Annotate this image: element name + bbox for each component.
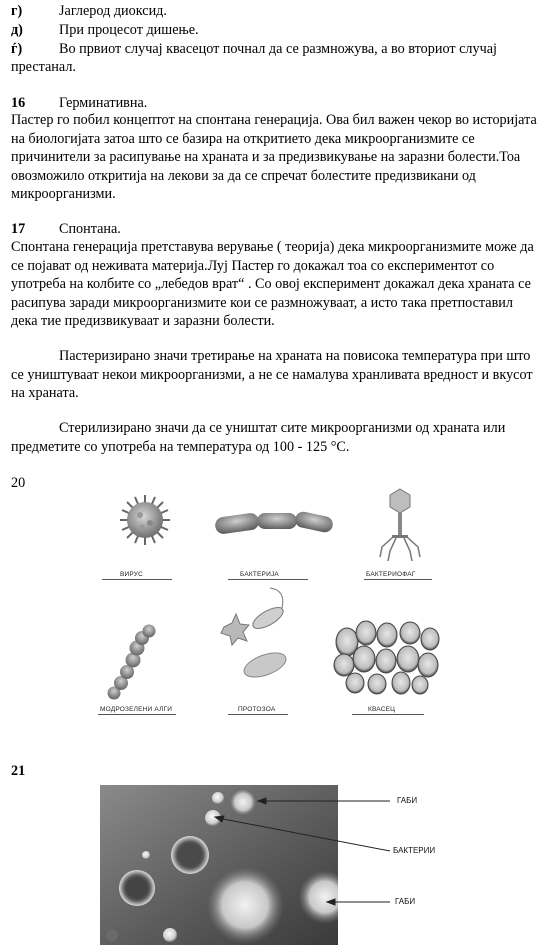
answer-d [11,21,199,39]
answer-g [11,2,167,20]
caption-protozoa-underline [228,714,288,715]
blue-green-algae-image [108,625,156,700]
caption-algae-underline [98,714,176,715]
question-16-body: Пастер го побил концептот на спонтана генерација. Ова бил важен чекор во историјата на биологијата затоа што се базира на откритието дека микроорганизмите се причинители за расипување на храната и за предизвикување на заразни болести.Тоа овозможило откритија на лекови за да се спречат болестите предизвикани од микроорганизми. [11,112,537,203]
caption-protozoa: ПРОТОЗОА [238,706,276,713]
question-20-number: 20 [11,475,26,491]
bacteriophage-image [380,489,420,561]
question-18 [11,347,541,403]
caption-virus-underline [102,579,172,580]
question-16-number: 16 [11,95,26,111]
question-19-body: Стерилизирано значи да се уништат сите микроорганизми од храната или предметите со употреба на температура од 100 - 125 °C. [11,420,506,455]
protozoa-image [221,588,289,682]
question-16-title: Герминативна. [59,95,148,111]
caption-virus: ВИРУС [120,571,144,578]
question-18-body: Пастеризирано значи третирање на храната на повисока температура при што се уништуваат некои микроорганизми, а не се намалува хранливата вредност и вкусот на храната. [11,348,533,402]
label-fungi-top: ГАБИ [397,796,418,805]
label-arrows [0,780,548,930]
microorganisms-illustration [90,487,450,727]
question-17-body: Спонтана генерација претставува верување ( теорија) дека микроорганизмите може да се појават од неживата материја.Луј Пастер го докажал тоа со експериментот со употреба на колбите со „лебедов врат“ . Со овој експеримент докажал дека храната се расипува заради микроорганизмите кои се размножуваат, а исто така претпоставил дека тие предизвикуваат и заразни болести. [11,239,534,330]
caption-bacteria-underline [228,579,308,580]
answer-gj-continued: престанал. [11,59,76,75]
answer-gj [11,40,497,58]
caption-bacteriophage: БАКТЕРИОФАГ [366,571,416,578]
label-fungi-bottom: ГАБИ [395,897,416,906]
answer-g-label: г) [11,3,23,19]
yeast-image [334,621,439,694]
caption-blue-green-algae: МОДРОЗЕЛЕНИ АЛГИ [100,706,173,713]
caption-bacteria: БАКТЕРИЈА [240,571,279,578]
caption-bacteriophage-underline [364,579,432,580]
answer-g-text: Јаглерод диоксид. [59,3,167,19]
question-21-number: 21 [11,763,26,779]
question-16-heading [11,94,147,112]
answer-gj-label: ѓ) [11,41,23,57]
question-17-title: Спонтана. [59,221,121,237]
question-19 [11,419,541,456]
question-17-heading [11,220,121,238]
answer-d-text: При процесот дишење. [59,22,199,38]
question-17-number: 17 [11,221,26,237]
label-bacteria: БАКТЕРИИ [393,846,436,855]
bacteria-image [214,510,334,535]
answer-gj-text: Во првиот случај квасецот почнал да се размножува, а во вториот случај [59,41,497,57]
caption-yeast: КВАСЕЦ [368,706,396,713]
microorganisms-figure [90,487,450,727]
virus-image [120,495,170,545]
answer-d-label: д) [11,22,23,38]
caption-yeast-underline [352,714,424,715]
